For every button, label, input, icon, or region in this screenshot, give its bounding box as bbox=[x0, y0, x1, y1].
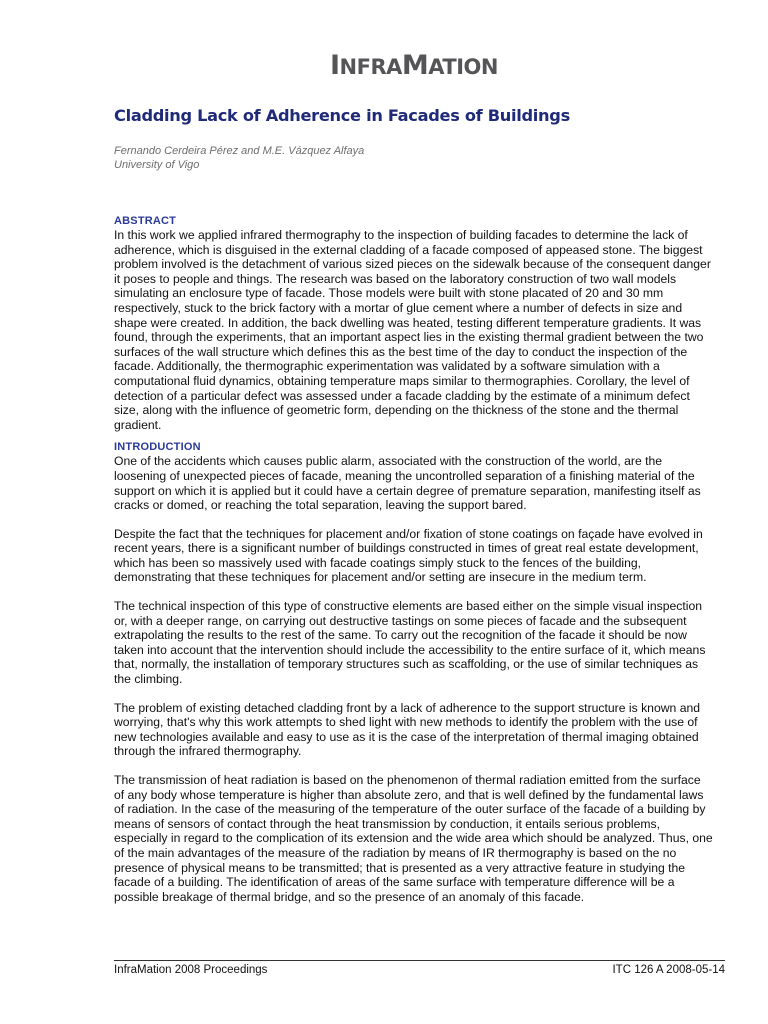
abstract-text: In this work we applied infrared thermography to the inspection of building facades to determine the lack of adherence, which is disguised in the external cladding of a facade composed of appeased stone. The biggest problem involved is the detachment of various sized pieces on the sidewalk because of the consequent danger it poses to people and things. The research was based on the laboratory construction of two wall models simulating an enclosure type of facade. Those models were built with stone placated of 20 and 30 mm respectively, stuck to the brick factory with a mortar of glue cement where a number of defects in size and shape were created. In addition, the back dwelling was heated, testing different temperature gradients. It was found, through the experiments, that an important aspect lies in the existing thermal gradient between the two surfaces of the wall structure which defines this as the best time of the day to conduct the inspection of the facade. Additionally, the thermographic experimentation was validated by a software simulation with a computational fluid dynamics, obtaining temperature maps similar to thermographies. Corollary, the level of detection of a particular defect was assessed under a facade cladding by the estimate of a minimum defect size, along with the influence of geometric form, depending on the thickness of the stone and the thermal gradient. bbox=[114, 228, 711, 432]
logo-part-nfra: NFRA bbox=[339, 55, 402, 79]
logo-letter-i: I bbox=[330, 50, 340, 81]
logo-part-ation: ATION bbox=[428, 55, 498, 79]
introduction-heading: INTRODUCTION bbox=[114, 441, 201, 454]
author-names: Fernando Cerdeira Pérez and M.E. Vázquez Alfaya bbox=[114, 145, 365, 157]
intro-paragraph-1: One of the accidents which causes public alarm, associated with the construction of the world, are the loosening of unexpected pieces of facade, meaning the uncontrolled separation of a finishing material of the support on which it is applied but it could have a certain degree of premature separation, manifesting itself as cracks or domed, or reaching the total separation, leaving the support bared. bbox=[114, 454, 701, 513]
footer-proceedings: InfraMation 2008 Proceedings bbox=[114, 964, 268, 976]
intro-paragraph-4: The problem of existing detached cladding front by a lack of adherence to the support structure is known and worrying, that's why this work attempts to shed light with new methods to identify the problem with the use of new technologies available and easy to use as it is the case of the interpretation of thermal imaging obtained through the infrared thermography. bbox=[114, 700, 701, 759]
footer-document-id: ITC 126 A 2008-05-14 bbox=[612, 964, 725, 976]
inframation-logo bbox=[330, 50, 498, 81]
intro-paragraph-5: The transmission of heat radiation is based on the phenomenon of thermal radiation emitted from the surface of any body whose temperature is higher than absolute zero, and that is well defined by the fundamental laws of radiation. In the case of the measuring of the temperature of the outer surface of the facade of a building by means of sensors of contact through the heat transmission by conduction, it entails serious problems, especially in regard to the complication of its extension and the wide area which should be analyzed. Thus, one of the main advantages of the measure of the radiation by means of IR thermography is based on the no presence of physical means to be transmitted; that is presented as a very attractive feature in studying the facade of a building. The identification of areas of the same surface with temperature difference will be a possible breakage of thermal bridge, and so the presence of an anomaly of this facade. bbox=[114, 773, 713, 904]
paper-body bbox=[114, 214, 714, 904]
logo-letter-m: M bbox=[401, 50, 429, 81]
abstract-heading: ABSTRACT bbox=[114, 215, 177, 227]
author-affiliation: University of Vigo bbox=[114, 159, 200, 171]
author-block bbox=[114, 144, 364, 172]
intro-paragraph-3: The technical inspection of this type of constructive elements are based either on the simple visual inspection or, with a deeper range, on carrying out destructive tastings on some pieces of facade and the subsequent extrapolating the results to the rest of the same. To carry out the recognition of the facade it should be now taken into account that the intervention should include the accessibility to the entire surface of it, which means that, normally, the installation of temporary structures such as scaffolding, or the use of similar techniques as the climbing. bbox=[114, 599, 706, 687]
paper-title: Cladding Lack of Adherence in Facades of Buildings bbox=[114, 106, 570, 125]
footer-divider bbox=[114, 960, 725, 961]
intro-paragraph-2: Despite the fact that the techniques for placement and/or fixation of stone coatings on façade have evolved in recent years, there is a significant number of buildings constructed in times of great real estate development, which has been so massively used with facade coatings simply stuck to the fences of the building, demonstrating that these techniques for placement and/or setting are insecure in the medium term. bbox=[114, 526, 703, 585]
